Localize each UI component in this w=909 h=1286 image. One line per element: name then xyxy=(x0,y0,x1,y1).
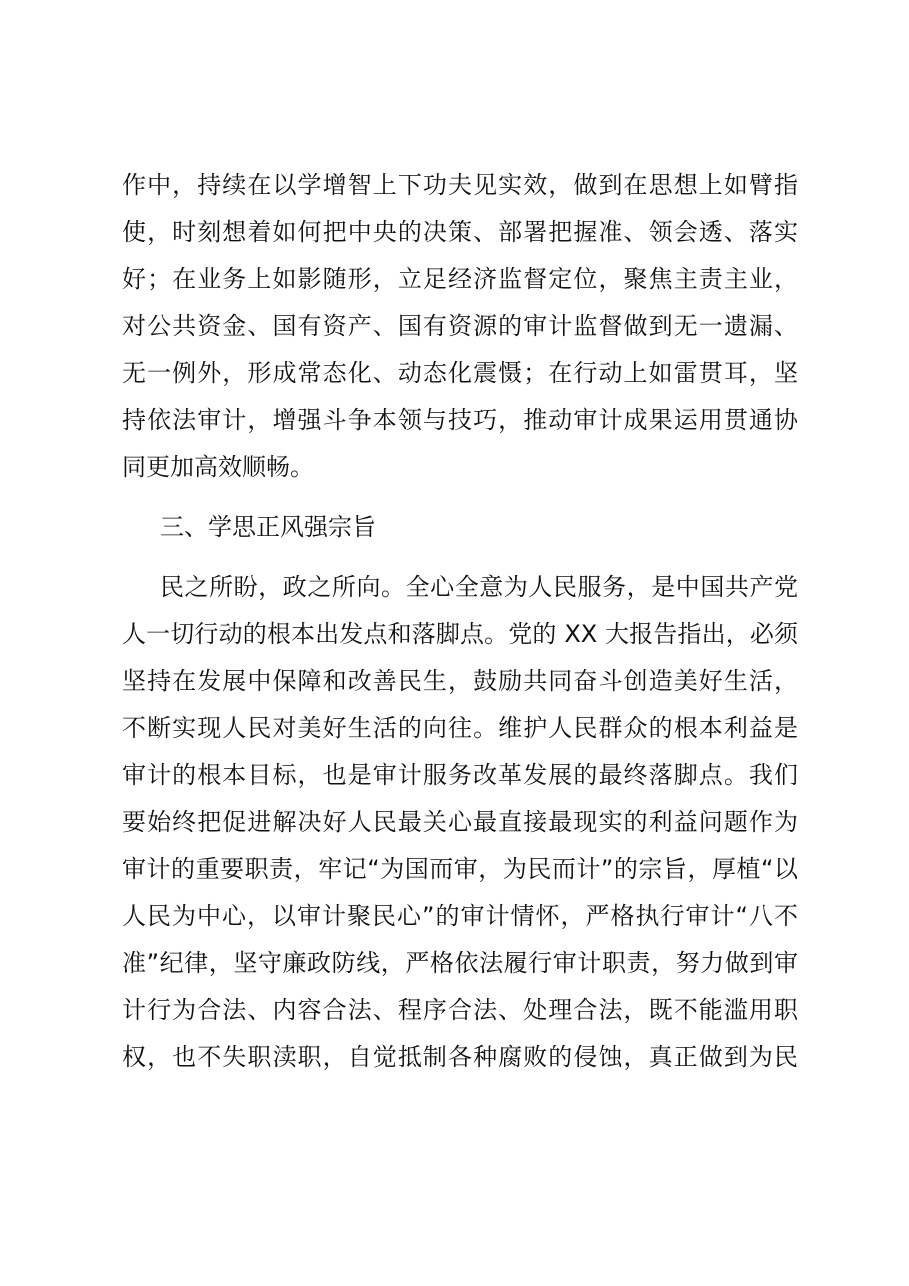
paragraph-2-line: 人一切行动的根本出发点和落脚点。党的 XX 大报告指出，必须 xyxy=(122,620,798,648)
section-heading xyxy=(122,504,798,551)
paragraph-2-line: 不断实现人民对美好生活的向往。维护人民群众的根本利益是 xyxy=(122,714,798,742)
paragraph-1-line: 作中，持续在以学增智上下功夫见实效，做到在思想上如臂指 xyxy=(122,171,798,199)
paragraph-2-line: 人民为中心，以审计聚民心”的审计情怀，严格执行审计“八不 xyxy=(122,902,798,930)
paragraph-2 xyxy=(122,564,798,1081)
paragraph-2-line: 准”纪律，坚守廉政防线，严格依法履行审计职责，努力做到审 xyxy=(122,949,798,977)
paragraph-1-line: 无一例外，形成常态化、动态化震慑；在行动上如雷贯耳，坚 xyxy=(122,359,798,387)
section-heading-text: 三、学思正风强宗旨 xyxy=(160,513,376,541)
paragraph-2-line: 要始终把促进解决好人民最关心最直接最现实的利益问题作为 xyxy=(122,808,798,836)
paragraph-1 xyxy=(122,162,798,491)
paragraph-1-line: 持依法审计，增强斗争本领与技巧，推动审计成果运用贯通协 xyxy=(122,406,798,434)
paragraph-2-line: 计行为合法、内容合法、程序合法、处理合法，既不能滥用职 xyxy=(122,996,798,1024)
paragraph-2-line: 坚持在发展中保障和改善民生，鼓励共同奋斗创造美好生活， xyxy=(122,667,798,695)
paragraph-2-line: 民之所盼，政之所向。全心全意为人民服务，是中国共产党 xyxy=(160,573,798,601)
paragraph-1-line: 使，时刻想着如何把中央的决策、部署把握准、领会透、落实 xyxy=(122,218,798,246)
paragraph-2-line: 权，也不失职渎职，自觉抵制各种腐败的侵蚀，真正做到为民 xyxy=(122,1043,798,1071)
paragraph-1-line: 同更加高效顺畅。 xyxy=(122,453,314,481)
paragraph-1-line: 对公共资金、国有资产、国有资源的审计监督做到无一遗漏、 xyxy=(122,312,798,340)
paragraph-2-line: 审计的重要职责，牢记“为国而审，为民而计”的宗旨，厚植“以 xyxy=(122,855,798,883)
paragraph-2-line: 审计的根本目标，也是审计服务改革发展的最终落脚点。我们 xyxy=(122,761,798,789)
paragraph-1-line: 好；在业务上如影随形，立足经济监督定位，聚焦主责主业， xyxy=(122,265,798,293)
